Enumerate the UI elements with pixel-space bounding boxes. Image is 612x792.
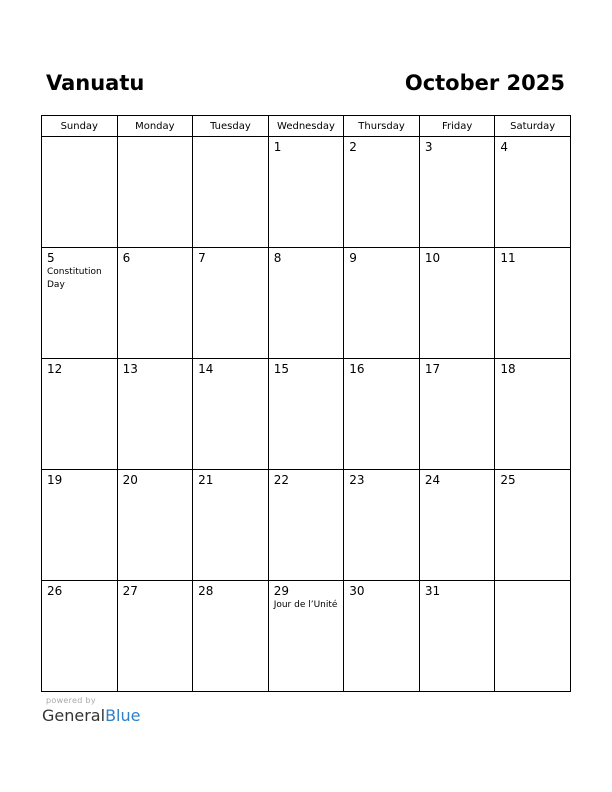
- day-number: 22: [273, 473, 289, 487]
- day-number: 14: [198, 362, 214, 376]
- day-number: 21: [198, 473, 214, 487]
- day-cell: [419, 359, 495, 470]
- day-number: 17: [424, 362, 441, 376]
- day-number: 19: [47, 473, 63, 487]
- holiday-label: Jour de l’Unité: [273, 600, 338, 610]
- day-cell: [495, 581, 571, 692]
- day-number: 13: [122, 362, 138, 376]
- day-cell: [495, 359, 571, 470]
- country-title: Vanuatu: [46, 71, 145, 95]
- day-cell: [419, 581, 495, 692]
- day-number: [495, 581, 570, 584]
- day-number: 11: [500, 251, 516, 265]
- day-cell: [117, 137, 193, 248]
- day-number: 5: [47, 251, 55, 265]
- weekday-monday: Monday: [117, 116, 193, 137]
- day-cell: [495, 470, 571, 581]
- day-cell: [344, 137, 420, 248]
- day-number: 29: [273, 584, 289, 598]
- generalblue-logo: [42, 706, 140, 725]
- day-number: 24: [424, 473, 441, 487]
- day-cell: [117, 581, 193, 692]
- day-cell: [419, 137, 495, 248]
- week-row: [42, 137, 571, 248]
- day-number: 23: [349, 473, 365, 487]
- day-number: 2: [349, 140, 357, 154]
- day-number: 12: [47, 362, 63, 376]
- footer-branding: [42, 696, 140, 725]
- weekday-tuesday: Tuesday: [193, 116, 269, 137]
- day-number: 27: [122, 584, 138, 598]
- day-number: 1: [273, 140, 282, 154]
- day-cell: [419, 470, 495, 581]
- day-cell: [117, 470, 193, 581]
- week-row: [42, 248, 571, 359]
- week-row: [42, 359, 571, 470]
- day-number: 16: [349, 362, 365, 376]
- day-number: 30: [349, 584, 365, 598]
- weekday-header-row: [42, 116, 571, 137]
- month-year-title: October 2025: [404, 71, 565, 95]
- day-cell: [268, 248, 344, 359]
- day-cell: [42, 359, 118, 470]
- day-number: 8: [273, 251, 282, 265]
- day-cell: [495, 137, 571, 248]
- day-cell: [193, 137, 269, 248]
- day-number: 25: [500, 473, 516, 487]
- day-cell: [268, 137, 344, 248]
- day-cell: [268, 359, 344, 470]
- logo-blue: Blue: [105, 706, 141, 725]
- day-number: 7: [198, 251, 206, 265]
- day-cell: [419, 248, 495, 359]
- day-number: [42, 137, 117, 140]
- calendar-grid: [41, 115, 571, 692]
- day-number: 18: [500, 362, 516, 376]
- day-cell: [268, 470, 344, 581]
- weekday-thursday: Thursday: [344, 116, 420, 137]
- weekday-sunday: Sunday: [42, 116, 118, 137]
- day-cell: [495, 248, 571, 359]
- weekday-wednesday: Wednesday: [268, 116, 344, 137]
- day-number: 3: [424, 140, 433, 154]
- week-row: [42, 470, 571, 581]
- day-cell: [42, 581, 118, 692]
- weekday-friday: Friday: [419, 116, 495, 137]
- day-number: 26: [47, 584, 63, 598]
- week-row: [42, 581, 571, 692]
- day-cell: [344, 248, 420, 359]
- day-number: 10: [424, 251, 441, 265]
- day-number: [118, 137, 193, 140]
- day-number: 28: [198, 584, 214, 598]
- day-cell: [193, 248, 269, 359]
- powered-by-text: powered by: [46, 696, 96, 705]
- day-cell: [344, 359, 420, 470]
- day-number: 20: [122, 473, 138, 487]
- day-cell: [42, 248, 118, 359]
- weekday-saturday: Saturday: [495, 116, 571, 137]
- day-cell: [117, 248, 193, 359]
- day-cell: [344, 581, 420, 692]
- day-number: [193, 137, 268, 140]
- day-cell: [42, 470, 118, 581]
- day-cell: [193, 470, 269, 581]
- day-number: 15: [273, 362, 289, 376]
- logo-general: General: [42, 706, 106, 725]
- day-number: 6: [122, 251, 131, 265]
- day-number: 9: [349, 251, 357, 265]
- day-cell: [344, 470, 420, 581]
- day-cell: [193, 581, 269, 692]
- day-cell: [268, 581, 344, 692]
- day-cell: [42, 137, 118, 248]
- day-number: 31: [424, 584, 441, 598]
- day-number: 4: [500, 140, 509, 154]
- holiday-label: Constitution Day: [47, 267, 102, 290]
- day-cell: [193, 359, 269, 470]
- day-cell: [117, 359, 193, 470]
